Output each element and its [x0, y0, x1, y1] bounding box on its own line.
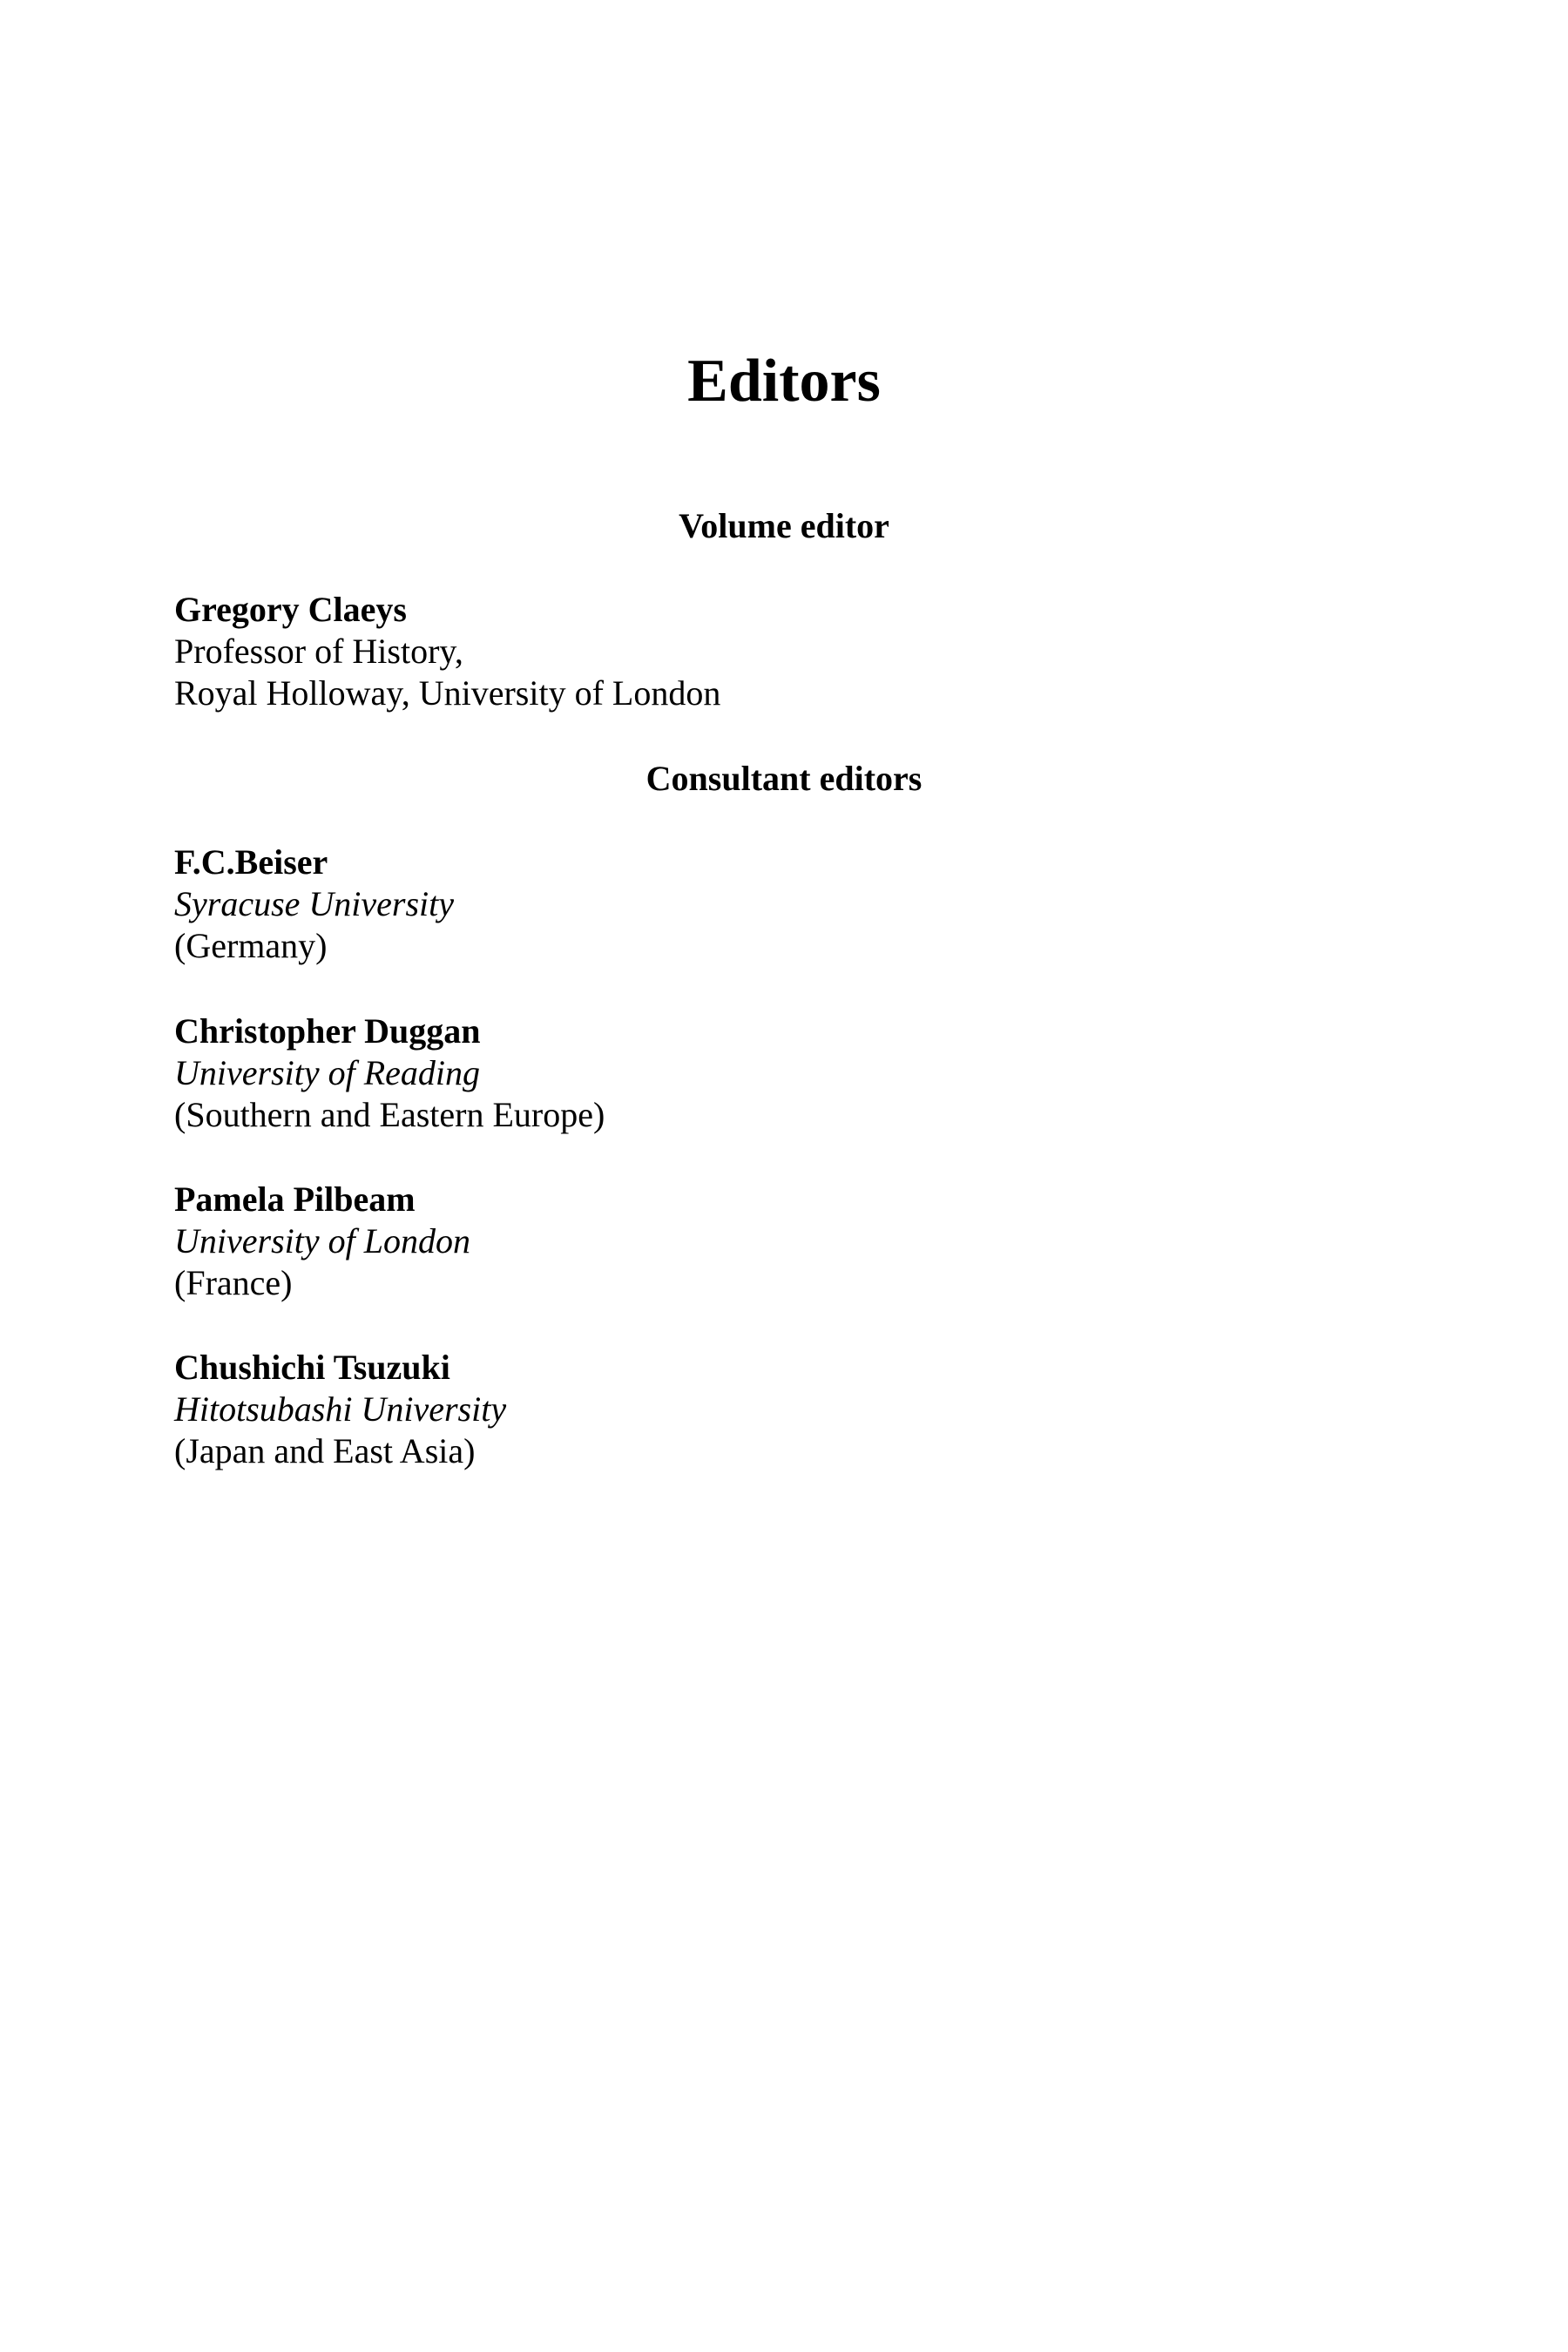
- consultant-editor-entry: [174, 1179, 1394, 1304]
- editor-name: Pamela Pilbeam: [174, 1179, 416, 1219]
- editor-name: Christopher Duggan: [174, 1011, 481, 1051]
- editor-region: (Japan and East Asia): [174, 1431, 476, 1470]
- editor-position: Professor of History,: [174, 632, 463, 671]
- editor-institution: Syracuse University: [174, 884, 455, 923]
- volume-editor-entry: [174, 589, 1394, 714]
- editor-region: (Southern and Eastern Europe): [174, 1095, 605, 1134]
- editor-region: (France): [174, 1263, 293, 1302]
- consultant-editors-heading: Consultant editors: [645, 759, 923, 798]
- volume-editor-heading: Volume editor: [679, 506, 889, 545]
- editor-institution: Hitotsubashi University: [174, 1389, 507, 1429]
- editor-name: F.C.Beiser: [174, 842, 328, 882]
- editor-institution: University of Reading: [174, 1053, 481, 1092]
- page-title: Editors: [687, 348, 881, 415]
- consultant-editor-entry: [174, 841, 1394, 967]
- editor-affiliation: Royal Holloway, University of London: [174, 673, 721, 713]
- editor-institution: University of London: [174, 1221, 470, 1260]
- editor-name: Gregory Claeys: [174, 590, 407, 629]
- consultant-editor-entry: [174, 1010, 1394, 1136]
- editor-region: (Germany): [174, 926, 328, 965]
- editor-name: Chushichi Tsuzuki: [174, 1348, 450, 1387]
- consultant-editor-entry: [174, 1347, 1394, 1472]
